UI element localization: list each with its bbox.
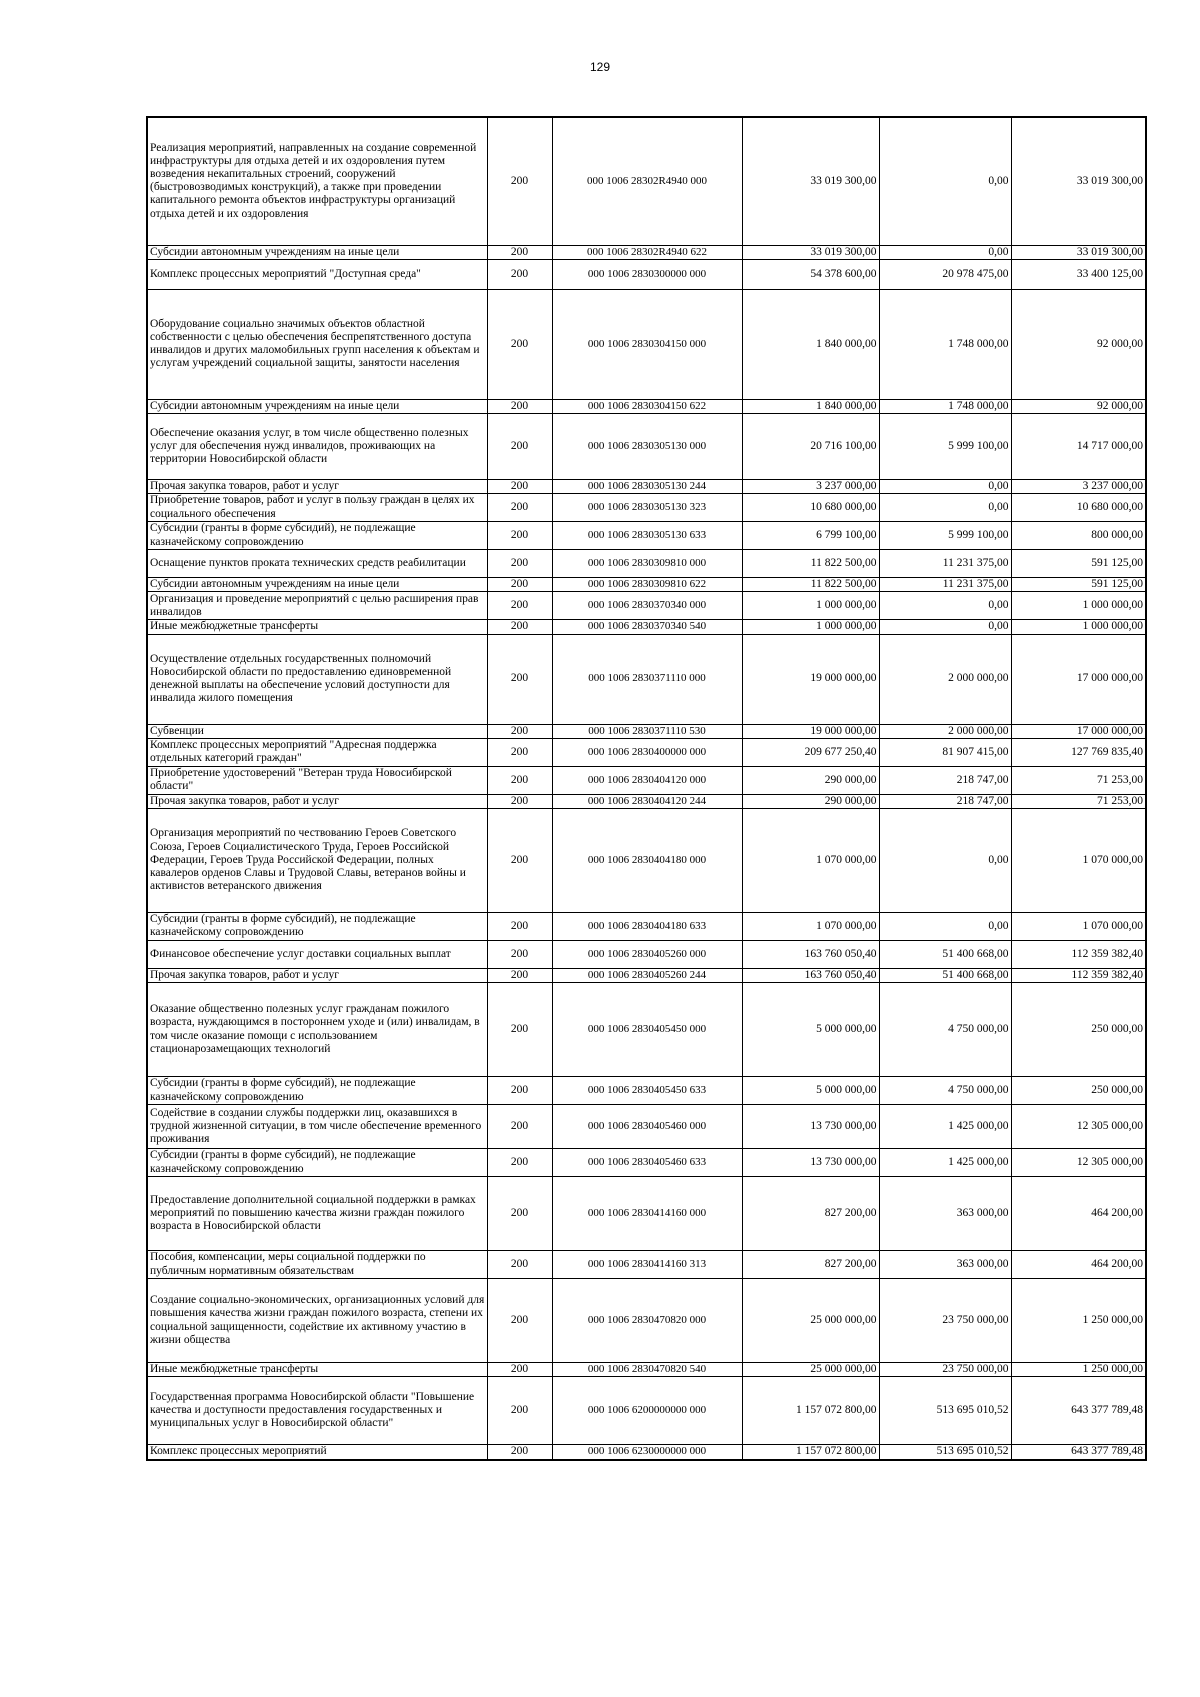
table-row (147, 522, 1146, 550)
executed-amount-cell: 363 000,00 (879, 1177, 1011, 1251)
row-code-cell: 200 (487, 766, 552, 794)
approved-amount-cell: 1 000 000,00 (742, 592, 879, 620)
table-row (147, 766, 1146, 794)
row-name-cell: Субсидии (гранты в форме субсидий), не подлежащие казначейскому сопровождению (147, 1149, 487, 1177)
executed-amount-cell: 0,00 (879, 494, 1011, 522)
row-name-cell: Оснащение пунктов проката технических средств реабилитации (147, 550, 487, 578)
unexecuted-remainder-cell: 1 250 000,00 (1011, 1363, 1146, 1377)
unexecuted-remainder-cell: 464 200,00 (1011, 1251, 1146, 1279)
approved-amount-cell: 163 760 050,40 (742, 940, 879, 968)
executed-amount-cell: 0,00 (879, 592, 1011, 620)
unexecuted-remainder-cell: 92 000,00 (1011, 289, 1146, 399)
row-name-cell: Субвенции (147, 724, 487, 738)
row-code-cell: 200 (487, 578, 552, 592)
budget-classification-code-cell: 000 1006 2830405260 244 (552, 968, 742, 982)
approved-amount-cell: 20 716 100,00 (742, 413, 879, 479)
table-row (147, 634, 1146, 724)
approved-amount-cell: 827 200,00 (742, 1251, 879, 1279)
row-code-cell: 200 (487, 620, 552, 634)
row-code-cell: 200 (487, 413, 552, 479)
approved-amount-cell: 3 237 000,00 (742, 479, 879, 493)
approved-amount-cell: 13 730 000,00 (742, 1149, 879, 1177)
executed-amount-cell: 51 400 668,00 (879, 940, 1011, 968)
row-name-cell: Государственная программа Новосибирской области "Повышение качества и доступности предоставления государственных и муниципальных услуг в Новосибирской области" (147, 1377, 487, 1445)
table-row (147, 724, 1146, 738)
row-name-cell: Предоставление дополнительной социальной поддержки в рамках мероприятий по повышению качества жизни граждан пожилого возраста в Новосибирской области (147, 1177, 487, 1251)
budget-classification-code-cell: 000 1006 2830405450 633 (552, 1077, 742, 1105)
budget-classification-code-cell: 000 1006 2830470820 540 (552, 1363, 742, 1377)
unexecuted-remainder-cell: 14 717 000,00 (1011, 413, 1146, 479)
unexecuted-remainder-cell: 800 000,00 (1011, 522, 1146, 550)
row-name-cell: Прочая закупка товаров, работ и услуг (147, 968, 487, 982)
unexecuted-remainder-cell: 112 359 382,40 (1011, 968, 1146, 982)
table-row (147, 983, 1146, 1077)
unexecuted-remainder-cell: 17 000 000,00 (1011, 724, 1146, 738)
budget-classification-code-cell: 000 1006 2830414160 000 (552, 1177, 742, 1251)
executed-amount-cell: 1 425 000,00 (879, 1105, 1011, 1149)
approved-amount-cell: 5 000 000,00 (742, 1077, 879, 1105)
approved-amount-cell: 10 680 000,00 (742, 494, 879, 522)
unexecuted-remainder-cell: 127 769 835,40 (1011, 738, 1146, 766)
page-number: 129 (589, 60, 611, 74)
unexecuted-remainder-cell: 1 000 000,00 (1011, 620, 1146, 634)
unexecuted-remainder-cell: 17 000 000,00 (1011, 634, 1146, 724)
budget-classification-code-cell: 000 1006 2830404120 244 (552, 794, 742, 808)
row-code-cell: 200 (487, 259, 552, 289)
executed-amount-cell: 1 748 000,00 (879, 399, 1011, 413)
row-name-cell: Субсидии (гранты в форме субсидий), не подлежащие казначейскому сопровождению (147, 1077, 487, 1105)
table-row (147, 289, 1146, 399)
row-code-cell: 200 (487, 634, 552, 724)
executed-amount-cell: 11 231 375,00 (879, 578, 1011, 592)
unexecuted-remainder-cell: 71 253,00 (1011, 794, 1146, 808)
approved-amount-cell: 6 799 100,00 (742, 522, 879, 550)
table-row (147, 1445, 1146, 1460)
unexecuted-remainder-cell: 71 253,00 (1011, 766, 1146, 794)
budget-classification-code-cell: 000 1006 2830371110 530 (552, 724, 742, 738)
approved-amount-cell: 11 822 500,00 (742, 550, 879, 578)
budget-classification-code-cell: 000 1006 6200000000 000 (552, 1377, 742, 1445)
row-name-cell: Субсидии автономным учреждениям на иные цели (147, 399, 487, 413)
table-row (147, 578, 1146, 592)
table-row (147, 1105, 1146, 1149)
row-code-cell: 200 (487, 494, 552, 522)
approved-amount-cell: 1 000 000,00 (742, 620, 879, 634)
executed-amount-cell: 363 000,00 (879, 1251, 1011, 1279)
row-name-cell: Субсидии (гранты в форме субсидий), не подлежащие казначейскому сопровождению (147, 522, 487, 550)
table-row (147, 1077, 1146, 1105)
unexecuted-remainder-cell: 12 305 000,00 (1011, 1105, 1146, 1149)
row-name-cell: Содействие в создании службы поддержки лиц, оказавшихся в трудной жизненной ситуации, в том числе обеспечение временного проживания (147, 1105, 487, 1149)
table-row (147, 592, 1146, 620)
executed-amount-cell: 218 747,00 (879, 766, 1011, 794)
row-name-cell: Прочая закупка товаров, работ и услуг (147, 794, 487, 808)
budget-classification-code-cell: 000 1006 2830305130 000 (552, 413, 742, 479)
budget-classification-code-cell: 000 1006 2830370340 000 (552, 592, 742, 620)
approved-amount-cell: 25 000 000,00 (742, 1279, 879, 1363)
approved-amount-cell: 13 730 000,00 (742, 1105, 879, 1149)
table-row (147, 912, 1146, 940)
unexecuted-remainder-cell: 33 400 125,00 (1011, 259, 1146, 289)
budget-classification-code-cell: 000 1006 2830404120 000 (552, 766, 742, 794)
budget-classification-code-cell: 000 1006 2830404180 000 (552, 808, 742, 912)
executed-amount-cell: 1 425 000,00 (879, 1149, 1011, 1177)
executed-amount-cell: 4 750 000,00 (879, 1077, 1011, 1105)
budget-classification-code-cell: 000 1006 6230000000 000 (552, 1445, 742, 1460)
row-code-cell: 200 (487, 550, 552, 578)
executed-amount-cell: 2 000 000,00 (879, 634, 1011, 724)
executed-amount-cell: 20 978 475,00 (879, 259, 1011, 289)
budget-classification-code-cell: 000 1006 2830400000 000 (552, 738, 742, 766)
row-name-cell: Приобретение удостоверений "Ветеран труда Новосибирской области" (147, 766, 487, 794)
executed-amount-cell: 0,00 (879, 912, 1011, 940)
approved-amount-cell: 19 000 000,00 (742, 634, 879, 724)
executed-amount-cell: 0,00 (879, 479, 1011, 493)
row-code-cell: 200 (487, 1377, 552, 1445)
approved-amount-cell: 33 019 300,00 (742, 117, 879, 245)
budget-classification-code-cell: 000 1006 2830305130 244 (552, 479, 742, 493)
table-row (147, 620, 1146, 634)
unexecuted-remainder-cell: 1 070 000,00 (1011, 808, 1146, 912)
table-row (147, 808, 1146, 912)
table-row (147, 738, 1146, 766)
executed-amount-cell: 23 750 000,00 (879, 1363, 1011, 1377)
approved-amount-cell: 163 760 050,40 (742, 968, 879, 982)
table-row (147, 479, 1146, 493)
row-name-cell: Обеспечение оказания услуг, в том числе общественно полезных услуг для обеспечения нужд инвалидов, проживающих на территории Новосибирской области (147, 413, 487, 479)
table-row (147, 413, 1146, 479)
unexecuted-remainder-cell: 92 000,00 (1011, 399, 1146, 413)
approved-amount-cell: 1 157 072 800,00 (742, 1445, 879, 1460)
row-name-cell: Иные межбюджетные трансферты (147, 620, 487, 634)
row-name-cell: Финансовое обеспечение услуг доставки социальных выплат (147, 940, 487, 968)
unexecuted-remainder-cell: 250 000,00 (1011, 983, 1146, 1077)
approved-amount-cell: 5 000 000,00 (742, 983, 879, 1077)
row-name-cell: Субсидии автономным учреждениям на иные цели (147, 578, 487, 592)
budget-classification-code-cell: 000 1006 2830405460 000 (552, 1105, 742, 1149)
budget-classification-code-cell: 000 1006 2830304150 622 (552, 399, 742, 413)
executed-amount-cell: 11 231 375,00 (879, 550, 1011, 578)
executed-amount-cell: 51 400 668,00 (879, 968, 1011, 982)
row-code-cell: 200 (487, 592, 552, 620)
table-row (147, 1149, 1146, 1177)
approved-amount-cell: 11 822 500,00 (742, 578, 879, 592)
executed-amount-cell: 0,00 (879, 620, 1011, 634)
executed-amount-cell: 0,00 (879, 117, 1011, 245)
budget-classification-code-cell: 000 1006 2830414160 313 (552, 1251, 742, 1279)
budget-execution-table (146, 116, 1147, 1461)
row-code-cell: 200 (487, 1149, 552, 1177)
row-code-cell: 200 (487, 912, 552, 940)
row-code-cell: 200 (487, 479, 552, 493)
budget-classification-code-cell: 000 1006 2830305130 323 (552, 494, 742, 522)
executed-amount-cell: 4 750 000,00 (879, 983, 1011, 1077)
unexecuted-remainder-cell: 1 250 000,00 (1011, 1279, 1146, 1363)
row-name-cell: Комплекс процессных мероприятий "Доступная среда" (147, 259, 487, 289)
table-row (147, 940, 1146, 968)
budget-classification-code-cell: 000 1006 2830305130 633 (552, 522, 742, 550)
table-row (147, 550, 1146, 578)
row-code-cell: 200 (487, 794, 552, 808)
approved-amount-cell: 54 378 600,00 (742, 259, 879, 289)
table-row (147, 1251, 1146, 1279)
row-name-cell: Субсидии (гранты в форме субсидий), не подлежащие казначейскому сопровождению (147, 912, 487, 940)
row-name-cell: Прочая закупка товаров, работ и услуг (147, 479, 487, 493)
unexecuted-remainder-cell: 10 680 000,00 (1011, 494, 1146, 522)
row-name-cell: Приобретение товаров, работ и услуг в пользу граждан в целях их социального обеспечения (147, 494, 487, 522)
approved-amount-cell: 209 677 250,40 (742, 738, 879, 766)
approved-amount-cell: 19 000 000,00 (742, 724, 879, 738)
table-row (147, 1363, 1146, 1377)
unexecuted-remainder-cell: 250 000,00 (1011, 1077, 1146, 1105)
budget-classification-code-cell: 000 1006 28302R4940 000 (552, 117, 742, 245)
budget-classification-code-cell: 000 1006 2830370340 540 (552, 620, 742, 634)
budget-classification-code-cell: 000 1006 2830300000 000 (552, 259, 742, 289)
approved-amount-cell: 1 840 000,00 (742, 399, 879, 413)
budget-classification-code-cell: 000 1006 2830371110 000 (552, 634, 742, 724)
unexecuted-remainder-cell: 33 019 300,00 (1011, 245, 1146, 259)
table-row (147, 245, 1146, 259)
row-code-cell: 200 (487, 117, 552, 245)
table-row (147, 259, 1146, 289)
budget-classification-code-cell: 000 1006 2830309810 622 (552, 578, 742, 592)
table-row (147, 1177, 1146, 1251)
unexecuted-remainder-cell: 1 070 000,00 (1011, 912, 1146, 940)
unexecuted-remainder-cell: 12 305 000,00 (1011, 1149, 1146, 1177)
approved-amount-cell: 33 019 300,00 (742, 245, 879, 259)
row-code-cell: 200 (487, 968, 552, 982)
executed-amount-cell: 1 748 000,00 (879, 289, 1011, 399)
executed-amount-cell: 0,00 (879, 808, 1011, 912)
unexecuted-remainder-cell: 1 000 000,00 (1011, 592, 1146, 620)
unexecuted-remainder-cell: 464 200,00 (1011, 1177, 1146, 1251)
executed-amount-cell: 23 750 000,00 (879, 1279, 1011, 1363)
unexecuted-remainder-cell: 3 237 000,00 (1011, 479, 1146, 493)
row-code-cell: 200 (487, 1279, 552, 1363)
row-code-cell: 200 (487, 399, 552, 413)
row-code-cell: 200 (487, 808, 552, 912)
row-code-cell: 200 (487, 1445, 552, 1460)
budget-classification-code-cell: 000 1006 2830404180 633 (552, 912, 742, 940)
approved-amount-cell: 290 000,00 (742, 794, 879, 808)
unexecuted-remainder-cell: 643 377 789,48 (1011, 1377, 1146, 1445)
executed-amount-cell: 513 695 010,52 (879, 1377, 1011, 1445)
approved-amount-cell: 1 840 000,00 (742, 289, 879, 399)
budget-classification-code-cell: 000 1006 2830304150 000 (552, 289, 742, 399)
approved-amount-cell: 25 000 000,00 (742, 1363, 879, 1377)
table-row (147, 494, 1146, 522)
row-code-cell: 200 (487, 724, 552, 738)
executed-amount-cell: 513 695 010,52 (879, 1445, 1011, 1460)
row-name-cell: Субсидии автономным учреждениям на иные цели (147, 245, 487, 259)
row-code-cell: 200 (487, 522, 552, 550)
executed-amount-cell: 0,00 (879, 245, 1011, 259)
row-name-cell: Осуществление отдельных государственных полномочий Новосибирской области по предоставлению единовременной денежной выплаты на обеспечение условий доступности для инвалида жилого помещения (147, 634, 487, 724)
budget-classification-code-cell: 000 1006 2830470820 000 (552, 1279, 742, 1363)
table-body (147, 117, 1146, 1460)
table-row (147, 968, 1146, 982)
budget-classification-code-cell: 000 1006 2830405450 000 (552, 983, 742, 1077)
executed-amount-cell: 218 747,00 (879, 794, 1011, 808)
row-name-cell: Пособия, компенсации, меры социальной поддержки по публичным нормативным обязательствам (147, 1251, 487, 1279)
budget-classification-code-cell: 000 1006 2830405260 000 (552, 940, 742, 968)
row-code-cell: 200 (487, 940, 552, 968)
budget-classification-code-cell: 000 1006 28302R4940 622 (552, 245, 742, 259)
row-code-cell: 200 (487, 289, 552, 399)
row-code-cell: 200 (487, 983, 552, 1077)
row-code-cell: 200 (487, 1077, 552, 1105)
unexecuted-remainder-cell: 643 377 789,48 (1011, 1445, 1146, 1460)
row-name-cell: Организация мероприятий по чествованию Героев Советского Союза, Героев Социалистического Труда, Героев Российской Федерации, Героев Труда Российской Федерации, полных кавалеров орденов Славы и Трудовой Славы, ветеранов войны и активистов ветеранского движения (147, 808, 487, 912)
row-code-cell: 200 (487, 245, 552, 259)
approved-amount-cell: 1 070 000,00 (742, 912, 879, 940)
executed-amount-cell: 5 999 100,00 (879, 522, 1011, 550)
executed-amount-cell: 81 907 415,00 (879, 738, 1011, 766)
unexecuted-remainder-cell: 591 125,00 (1011, 550, 1146, 578)
approved-amount-cell: 1 070 000,00 (742, 808, 879, 912)
approved-amount-cell: 827 200,00 (742, 1177, 879, 1251)
row-name-cell: Комплекс процессных мероприятий (147, 1445, 487, 1460)
approved-amount-cell: 1 157 072 800,00 (742, 1377, 879, 1445)
table-row (147, 1377, 1146, 1445)
unexecuted-remainder-cell: 112 359 382,40 (1011, 940, 1146, 968)
table-row (147, 117, 1146, 245)
row-code-cell: 200 (487, 1177, 552, 1251)
table-row (147, 399, 1146, 413)
row-name-cell: Создание социально-экономических, организационных условий для повышения качества жизни граждан пожилого возраста, степени их социальной защищенности, содействие их активному участию в жизни общества (147, 1279, 487, 1363)
unexecuted-remainder-cell: 591 125,00 (1011, 578, 1146, 592)
row-name-cell: Оказание общественно полезных услуг гражданам пожилого возраста, нуждающимся в постороннем уходе и (или) инвалидам, в том числе оказание помощи с использованием стационарозамещающих технологий (147, 983, 487, 1077)
budget-classification-code-cell: 000 1006 2830309810 000 (552, 550, 742, 578)
row-name-cell: Организация и проведение мероприятий с целью расширения прав инвалидов (147, 592, 487, 620)
row-name-cell: Иные межбюджетные трансферты (147, 1363, 487, 1377)
executed-amount-cell: 2 000 000,00 (879, 724, 1011, 738)
approved-amount-cell: 290 000,00 (742, 766, 879, 794)
table-row (147, 1279, 1146, 1363)
row-code-cell: 200 (487, 1105, 552, 1149)
table-row (147, 794, 1146, 808)
row-code-cell: 200 (487, 1363, 552, 1377)
row-name-cell: Комплекс процессных мероприятий "Адресная поддержка отдельных категорий граждан" (147, 738, 487, 766)
row-name-cell: Реализация мероприятий, направленных на создание современной инфраструктуры для отдыха детей и их оздоровления путем возведения некапитальных строений, сооружений (быстровозводимых конструкций), а также при проведении капитального ремонта объектов инфраструктуры организаций отдыха детей и их оздоровления (147, 117, 487, 245)
row-code-cell: 200 (487, 738, 552, 766)
row-name-cell: Оборудование социально значимых объектов областной собственности с целью обеспечения беспрепятственного доступа инвалидов и других маломобильных групп населения к объектам и услугам учреждений социальной защиты, занятости населения (147, 289, 487, 399)
unexecuted-remainder-cell: 33 019 300,00 (1011, 117, 1146, 245)
executed-amount-cell: 5 999 100,00 (879, 413, 1011, 479)
budget-classification-code-cell: 000 1006 2830405460 633 (552, 1149, 742, 1177)
row-code-cell: 200 (487, 1251, 552, 1279)
